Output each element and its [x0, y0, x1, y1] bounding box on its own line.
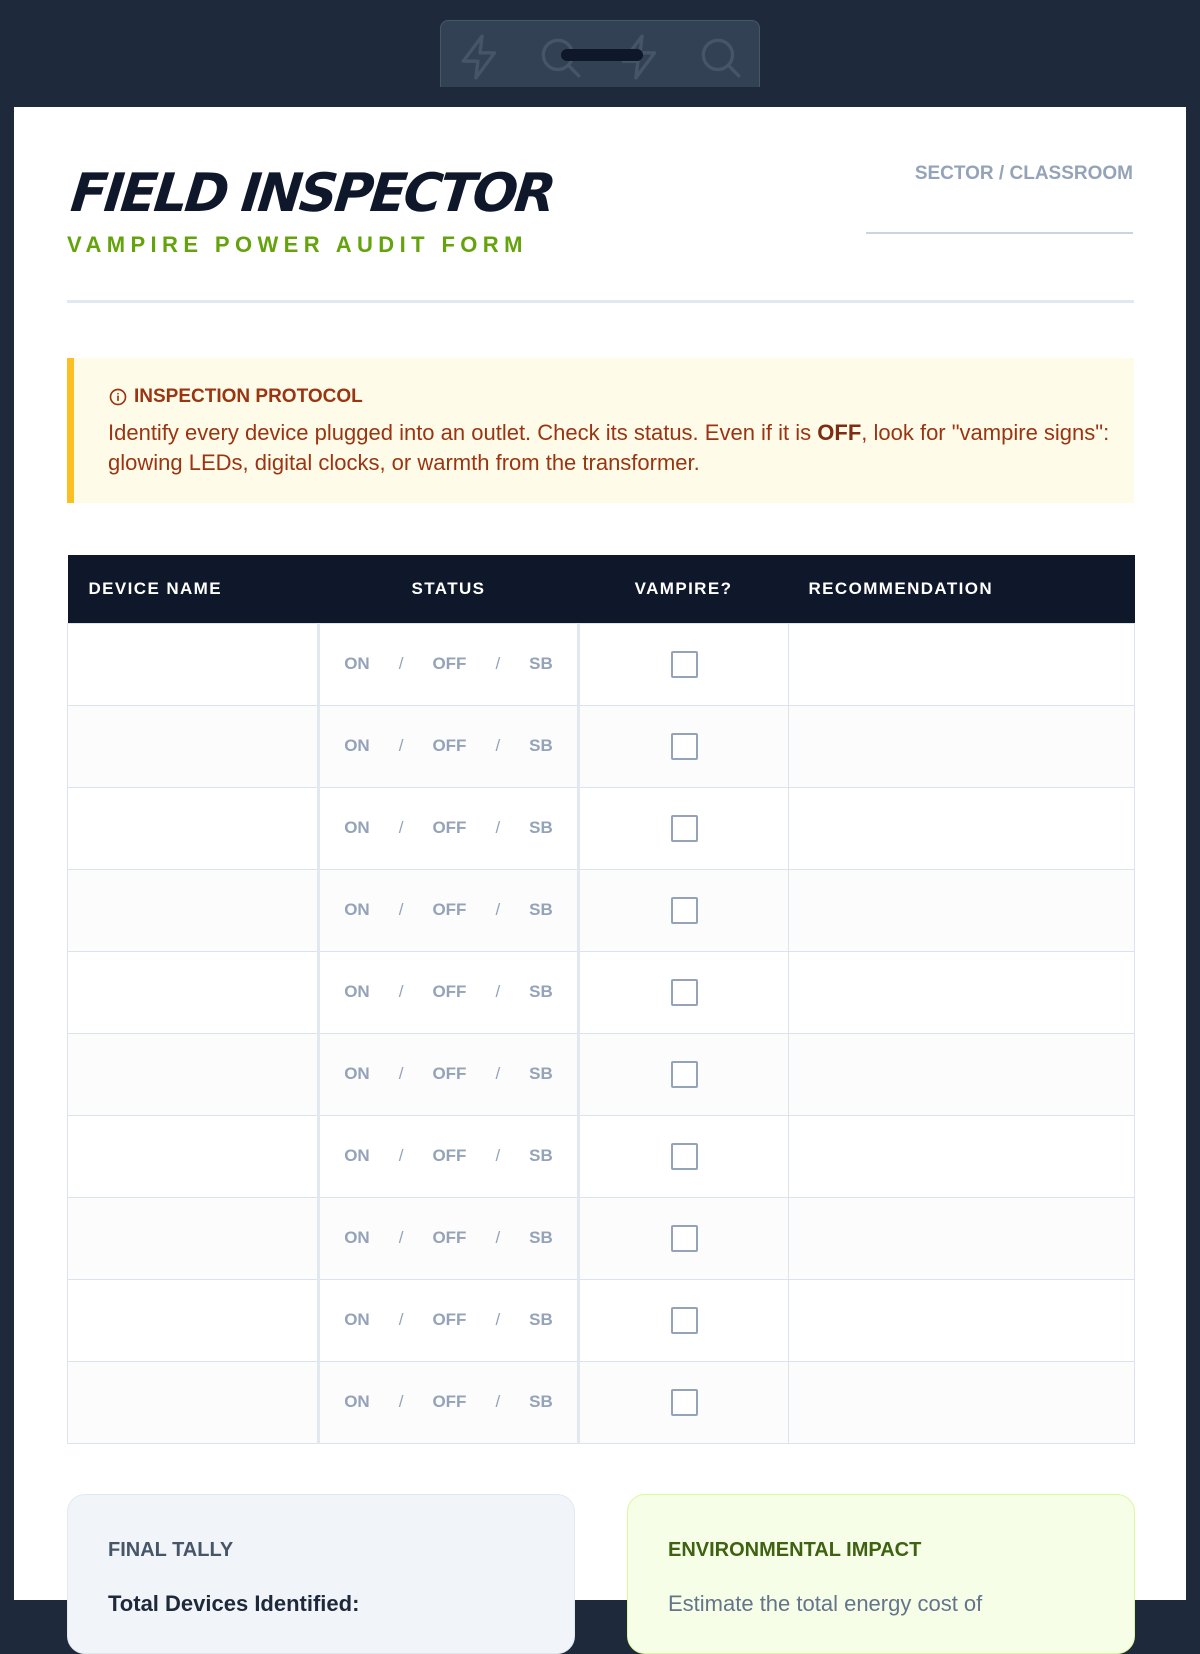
status-sb-option[interactable]: SB	[529, 900, 553, 919]
vampire-checkbox[interactable]	[671, 733, 698, 760]
recommendation-cell[interactable]	[789, 951, 1135, 1033]
status-off-option[interactable]: OFF	[432, 1392, 467, 1411]
status-options	[344, 900, 553, 920]
status-cell	[319, 1197, 579, 1279]
status-sb-option[interactable]: SB	[529, 1146, 553, 1165]
recommendation-cell[interactable]	[789, 1361, 1135, 1443]
device-name-cell[interactable]	[68, 1279, 319, 1361]
status-separator: /	[398, 1228, 404, 1247]
status-off-option[interactable]: OFF	[432, 736, 467, 755]
status-separator: /	[398, 818, 404, 837]
protocol-callout	[67, 358, 1134, 503]
protocol-text-start: Identify every device plugged into an outlet. Check its status. Even if it is	[108, 420, 818, 445]
status-separator: /	[398, 1310, 404, 1329]
vampire-cell	[579, 1033, 789, 1115]
column-header-recommendation: RECOMMENDATION	[808, 578, 994, 598]
table-row	[68, 787, 1135, 869]
vampire-checkbox[interactable]	[671, 1307, 698, 1334]
status-options	[344, 654, 553, 674]
status-on-option[interactable]: ON	[344, 1228, 370, 1247]
final-tally-card	[67, 1494, 575, 1654]
bolt-icon	[455, 32, 505, 82]
vampire-cell	[579, 1115, 789, 1197]
status-on-option[interactable]: ON	[344, 1064, 370, 1083]
recommendation-cell[interactable]	[789, 1033, 1135, 1115]
status-separator: /	[398, 982, 404, 1001]
vampire-cell	[579, 787, 789, 869]
info-icon	[108, 387, 128, 407]
status-options	[344, 818, 553, 838]
status-separator: /	[495, 818, 501, 837]
environmental-impact-text: Estimate the total energy cost of	[668, 1591, 983, 1616]
status-separator: /	[495, 982, 501, 1001]
status-separator: /	[495, 1146, 501, 1165]
recommendation-cell[interactable]	[789, 869, 1135, 951]
status-sb-option[interactable]: SB	[529, 654, 553, 673]
status-cell	[319, 1033, 579, 1115]
status-off-option[interactable]: OFF	[432, 654, 467, 673]
recommendation-cell[interactable]	[789, 1197, 1135, 1279]
device-name-cell[interactable]	[68, 1361, 319, 1443]
status-cell	[319, 1279, 579, 1361]
total-devices-label: Total Devices Identified:	[108, 1591, 360, 1616]
device-name-cell[interactable]	[68, 787, 319, 869]
protocol-text-emphasis: OFF	[817, 420, 862, 445]
status-separator: /	[495, 900, 501, 919]
status-sb-option[interactable]: SB	[529, 1228, 553, 1247]
table-row	[68, 705, 1135, 787]
vampire-cell	[579, 869, 789, 951]
vampire-checkbox[interactable]	[671, 1061, 698, 1088]
device-name-cell[interactable]	[68, 623, 319, 705]
status-on-option[interactable]: ON	[344, 982, 370, 1001]
device-name-cell[interactable]	[68, 951, 319, 1033]
status-cell	[319, 951, 579, 1033]
vampire-checkbox[interactable]	[671, 1143, 698, 1170]
device-name-cell[interactable]	[68, 1197, 319, 1279]
environmental-impact-card	[627, 1494, 1135, 1654]
table-row	[68, 1115, 1135, 1197]
protocol-text	[108, 418, 1118, 478]
page-title: FIELD INSPECTOR	[68, 163, 556, 224]
header-divider	[67, 300, 1134, 303]
status-off-option[interactable]: OFF	[432, 1064, 467, 1083]
device-name-cell[interactable]	[68, 869, 319, 951]
table-header-row	[68, 555, 1135, 623]
status-separator: /	[495, 1310, 501, 1329]
sector-input-line[interactable]	[866, 232, 1133, 234]
status-sb-option[interactable]: SB	[529, 1310, 553, 1329]
status-separator: /	[495, 1392, 501, 1411]
status-separator: /	[398, 736, 404, 755]
status-cell	[319, 1361, 579, 1443]
device-name-cell[interactable]	[68, 705, 319, 787]
status-separator: /	[495, 736, 501, 755]
table-row	[68, 951, 1135, 1033]
status-sb-option[interactable]: SB	[529, 1064, 553, 1083]
recommendation-cell[interactable]	[789, 1115, 1135, 1197]
status-on-option[interactable]: ON	[344, 1146, 370, 1165]
status-options	[344, 1064, 553, 1084]
status-separator: /	[495, 1064, 501, 1083]
vampire-cell	[579, 1361, 789, 1443]
status-separator: /	[495, 1228, 501, 1247]
status-off-option[interactable]: OFF	[432, 1228, 467, 1247]
status-separator: /	[398, 900, 404, 919]
status-off-option[interactable]: OFF	[432, 900, 467, 919]
status-separator: /	[398, 654, 404, 673]
status-off-option[interactable]: OFF	[432, 982, 467, 1001]
status-separator: /	[398, 1392, 404, 1411]
status-on-option[interactable]: ON	[344, 900, 370, 919]
table-row	[68, 1361, 1135, 1443]
status-options	[344, 1310, 553, 1330]
final-tally-title: FINAL TALLY	[108, 1539, 234, 1561]
vampire-checkbox[interactable]	[671, 897, 698, 924]
status-off-option[interactable]: OFF	[432, 1310, 467, 1329]
status-cell	[319, 869, 579, 951]
recommendation-cell[interactable]	[789, 623, 1135, 705]
status-cell	[319, 1115, 579, 1197]
sector-label: SECTOR / CLASSROOM	[914, 163, 1133, 184]
status-sb-option[interactable]: SB	[529, 982, 553, 1001]
status-separator: /	[398, 1146, 404, 1165]
status-off-option[interactable]: OFF	[432, 818, 467, 837]
column-header-status: STATUS	[411, 578, 486, 598]
vampire-cell	[579, 623, 789, 705]
worksheet	[14, 107, 1186, 1616]
vampire-checkbox[interactable]	[671, 979, 698, 1006]
search-icon	[695, 32, 745, 82]
status-on-option[interactable]: ON	[344, 736, 370, 755]
vampire-checkbox[interactable]	[671, 1225, 698, 1252]
column-header-vampire: VAMPIRE?	[634, 578, 733, 598]
environmental-impact-title: ENVIRONMENTAL IMPACT	[668, 1539, 922, 1561]
table-row	[68, 1033, 1135, 1115]
status-options	[344, 736, 553, 756]
table-row	[68, 869, 1135, 951]
status-separator: /	[398, 1064, 404, 1083]
column-header-device: DEVICE NAME	[88, 578, 222, 598]
audit-table-body	[68, 623, 1135, 1443]
status-separator: /	[495, 654, 501, 673]
status-cell	[319, 623, 579, 705]
vampire-cell	[579, 1279, 789, 1361]
audit-table	[67, 555, 1135, 1444]
recommendation-cell[interactable]	[789, 787, 1135, 869]
status-sb-option[interactable]: SB	[529, 1392, 553, 1411]
status-options	[344, 982, 553, 1002]
vampire-cell	[579, 951, 789, 1033]
status-on-option[interactable]: ON	[344, 654, 370, 673]
table-row	[68, 1197, 1135, 1279]
status-on-option[interactable]: ON	[344, 818, 370, 837]
protocol-text-end: , look for "vampire signs": glowing LEDs, digital clocks, or warmth from the transformer.	[108, 420, 1110, 475]
vampire-checkbox[interactable]	[671, 651, 698, 678]
clip-bar	[561, 49, 643, 61]
status-sb-option[interactable]: SB	[529, 736, 553, 755]
protocol-title: INSPECTION PROTOCOL	[134, 386, 363, 407]
status-options	[344, 1146, 553, 1166]
vampire-checkbox[interactable]	[671, 1389, 698, 1416]
clipboard-clip	[440, 20, 760, 87]
status-options	[344, 1228, 553, 1248]
recommendation-cell[interactable]	[789, 1279, 1135, 1361]
status-sb-option[interactable]: SB	[529, 818, 553, 837]
table-row	[68, 623, 1135, 705]
table-row	[68, 1279, 1135, 1361]
status-on-option[interactable]: ON	[344, 1310, 370, 1329]
vampire-checkbox[interactable]	[671, 815, 698, 842]
status-cell	[319, 705, 579, 787]
status-cell	[319, 787, 579, 869]
device-name-cell[interactable]	[68, 1115, 319, 1197]
status-off-option[interactable]: OFF	[432, 1146, 467, 1165]
page-subtitle: VAMPIRE POWER AUDIT FORM	[67, 232, 528, 257]
status-options	[344, 1392, 553, 1412]
protocol-heading	[108, 386, 363, 408]
status-on-option[interactable]: ON	[344, 1392, 370, 1411]
vampire-cell	[579, 705, 789, 787]
device-name-cell[interactable]	[68, 1033, 319, 1115]
recommendation-cell[interactable]	[789, 705, 1135, 787]
vampire-cell	[579, 1197, 789, 1279]
